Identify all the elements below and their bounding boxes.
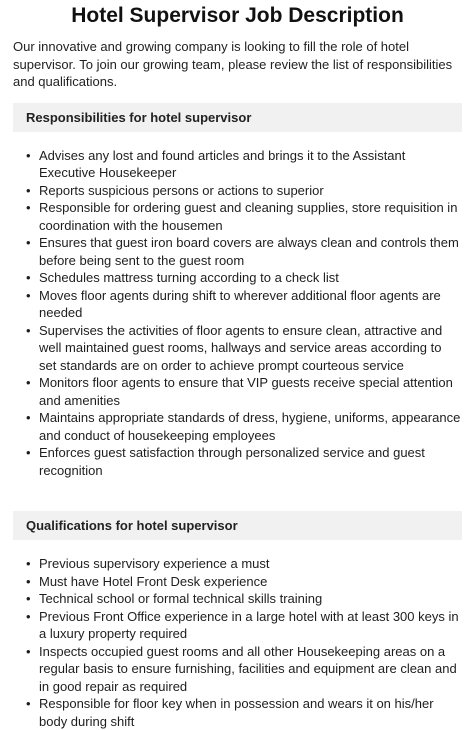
list-item-text: Moves floor agents during shift to wherever additional floor agents are needed <box>39 287 441 320</box>
bullet-icon: • <box>26 410 31 425</box>
list-item-text: Must have Hotel Front Desk experience <box>39 573 268 589</box>
bullet-icon: • <box>26 147 31 163</box>
list-item <box>26 695 462 730</box>
bullet-icon: • <box>26 445 31 460</box>
list-item <box>26 608 462 643</box>
page-title: Hotel Supervisor Job Description <box>71 4 404 27</box>
list-item <box>26 590 462 608</box>
bullet-icon: • <box>26 643 31 659</box>
bullet-icon: • <box>26 591 31 606</box>
bullet-icon: • <box>26 182 31 198</box>
list-item <box>26 322 462 375</box>
list-item-text: Advises any lost and found articles and brings it to the Assistant Executive Housekeeper <box>39 147 406 180</box>
list-item-text: Maintains appropriate standards of dress, hygiene, uniforms, appearance and conduct of housekeeping employees <box>39 410 461 443</box>
bullet-icon: • <box>26 573 31 589</box>
list-item <box>26 234 462 269</box>
responsibilities-list <box>13 147 462 480</box>
list-item <box>26 269 462 287</box>
list-item-text: Supervises the activities of floor agents to ensure clean, attractive and well maintained guest rooms, hallways and service areas according to set standards are on order to achieve prompt courteous service <box>39 322 443 373</box>
bullet-icon: • <box>26 375 31 390</box>
list-item <box>26 643 462 696</box>
list-item-text: Inspects occupied guest rooms and all other Housekeeping areas on a regular basis to ensure furnishing, facilities and equipment are clean and in good repair as required <box>39 643 457 694</box>
list-item <box>26 147 462 182</box>
list-item <box>26 182 462 200</box>
list-item-text: Previous supervisory experience a must <box>39 556 270 571</box>
qualifications-list <box>13 555 462 730</box>
section-spacer <box>13 479 462 499</box>
list-item <box>26 555 462 573</box>
list-item <box>26 374 462 409</box>
list-item <box>26 444 462 479</box>
list-item <box>26 287 462 322</box>
bullet-icon: • <box>26 270 31 285</box>
bullet-icon: • <box>26 322 31 338</box>
bullet-icon: • <box>26 235 31 250</box>
bullet-icon: • <box>26 608 31 624</box>
intro-paragraph: Our innovative and growing company is looking to fill the role of hotel supervisor. To join our growing team, please review the list of responsibilities and qualifications. <box>13 39 453 89</box>
list-item-text: Schedules mattress turning according to a check list <box>39 270 339 285</box>
list-item-text: Responsible for floor key when in possession and wears it on his/her body during shift <box>39 696 434 729</box>
bullet-icon: • <box>26 200 31 215</box>
list-item <box>26 409 462 444</box>
qualifications-heading: Qualifications for hotel supervisor <box>13 511 462 540</box>
bullet-icon: • <box>26 287 31 303</box>
list-item-text: Technical school or formal technical skills training <box>39 591 323 606</box>
list-item-text: Responsible for ordering guest and cleaning supplies, store requisition in coordination with the housemen <box>39 200 458 233</box>
list-item-text: Previous Front Office experience in a large hotel with at least 300 keys in a luxury property required <box>39 608 459 641</box>
responsibilities-heading: Responsibilities for hotel supervisor <box>13 103 462 132</box>
bullet-icon: • <box>26 696 31 711</box>
list-item <box>26 573 462 591</box>
bullet-icon: • <box>26 556 31 571</box>
list-item-text: Enforces guest satisfaction through personalized service and guest recognition <box>39 445 425 478</box>
list-item-text: Monitors floor agents to ensure that VIP guests receive special attention and amenities <box>39 375 453 408</box>
list-item-text: Reports suspicious persons or actions to superior <box>39 182 324 198</box>
list-item-text: Ensures that guest iron board covers are always clean and controls them before being sent to the guest room <box>39 235 459 268</box>
list-item <box>26 199 462 234</box>
